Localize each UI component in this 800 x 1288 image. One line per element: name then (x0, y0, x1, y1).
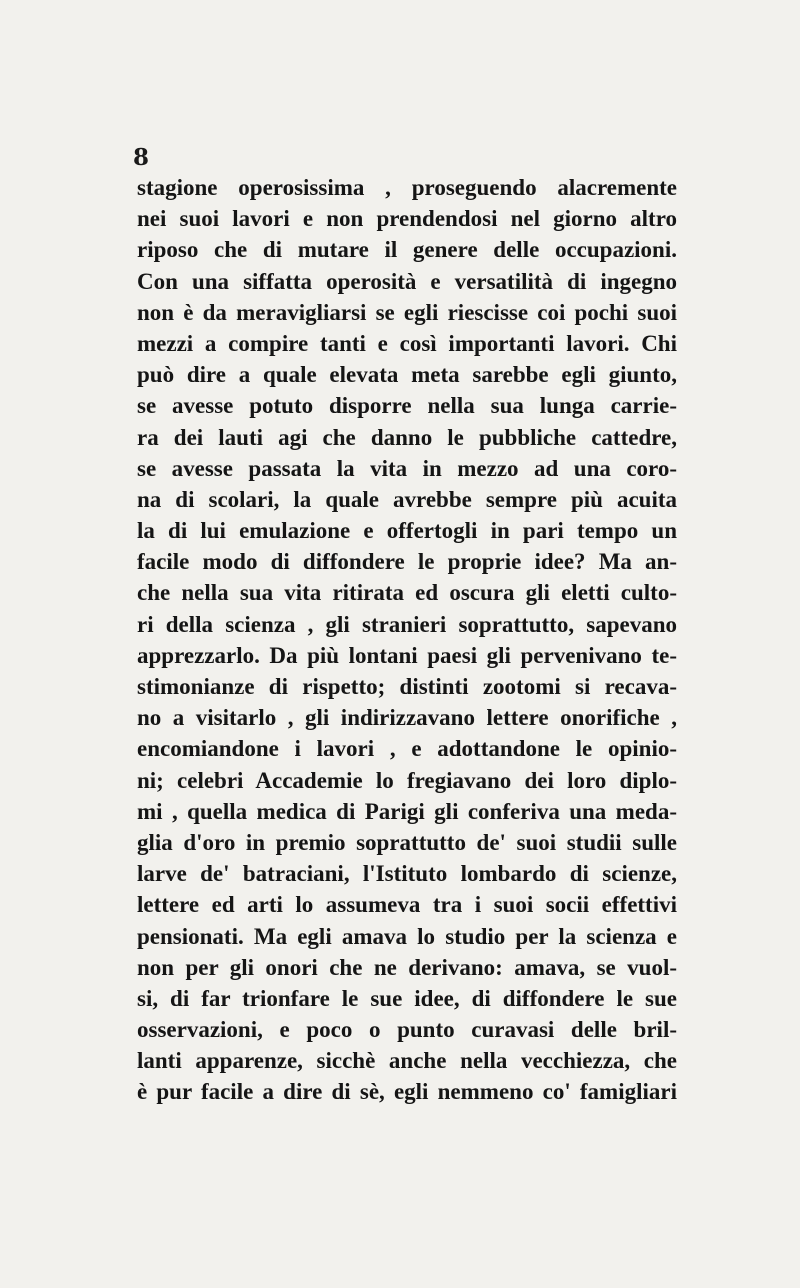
text-line-7: può dire a quale elevata meta sarebbe egli giunto, (137, 362, 677, 388)
text-line-1: stagione operosissima , proseguendo alacremente (137, 175, 677, 200)
text-line-11: na di scolari, la quale avrebbe sempre più acuita (137, 486, 677, 512)
text-line-6: mezzi a compire tanti e così importanti lavori. Chi (137, 330, 677, 356)
text-line-22: glia d'oro in premio soprattutto de' suoi studii sulle (137, 829, 677, 855)
text-line-12: la di lui emulazione e offertogli in pari tempo un (137, 518, 677, 544)
text-line-25: pensionati. Ma egli amava lo studio per la scienza e (137, 923, 677, 949)
text-line-10: se avesse passata la vita in mezzo ad una coro- (137, 455, 677, 481)
body-text (137, 172, 677, 1108)
text-line-18: no a visitarlo , gli indirizzavano lettere onorifiche , (137, 705, 677, 731)
text-line-26: non per gli onori che ne derivano: amava, se vuol- (137, 954, 677, 980)
text-line-21: mi , quella medica di Parigi gli conferiva una meda- (137, 798, 677, 824)
text-line-29: lanti apparenze, sicchè anche nella vecchiezza, che (137, 1048, 677, 1074)
text-line-17: stimonianze di rispetto; distinti zootomi si recava- (137, 674, 677, 699)
text-line-23: larve de' batraciani, l'Istituto lombardo di scienze, (137, 861, 677, 887)
text-line-15: ri della scienza , gli stranieri soprattutto, sapevano (137, 611, 677, 637)
text-line-27: si, di far trionfare le sue idee, di diffondere le sue (137, 985, 677, 1011)
text-line-8: se avesse potuto disporre nella sua lunga carrie- (137, 393, 677, 419)
text-line-13: facile modo di diffondere le proprie idee? Ma an- (137, 549, 677, 575)
text-line-3: riposo che di mutare il genere delle occupazioni. (137, 237, 677, 263)
text-line-16: apprezzarlo. Da più lontani paesi gli pervenivano te- (137, 642, 677, 668)
page-number: 8 (133, 144, 150, 171)
text-line-14: che nella sua vita ritirata ed oscura gli eletti culto- (137, 580, 677, 606)
text-line-19: encomiandone i lavori , e adottandone le opinio- (137, 736, 677, 762)
text-line-2: nei suoi lavori e non prendendosi nel giorno altro (137, 206, 677, 232)
text-line-5: non è da meravigliarsi se egli riescisse coi pochi suoi (137, 299, 677, 325)
text-line-4: Con una siffatta operosità e versatilità di ingegno (137, 268, 677, 294)
text-line-24: lettere ed arti lo assumeva tra i suoi socii effettivi (137, 892, 677, 918)
text-line-30: è pur facile a dire di sè, egli nemmeno co' famigliari (137, 1079, 677, 1105)
text-line-28: osservazioni, e poco o punto curavasi delle bril- (137, 1017, 677, 1043)
text-line-9: ra dei lauti agi che danno le pubbliche cattedre, (137, 424, 677, 450)
text-line-20: ni; celebri Accademie lo fregiavano dei loro diplo- (137, 767, 677, 793)
